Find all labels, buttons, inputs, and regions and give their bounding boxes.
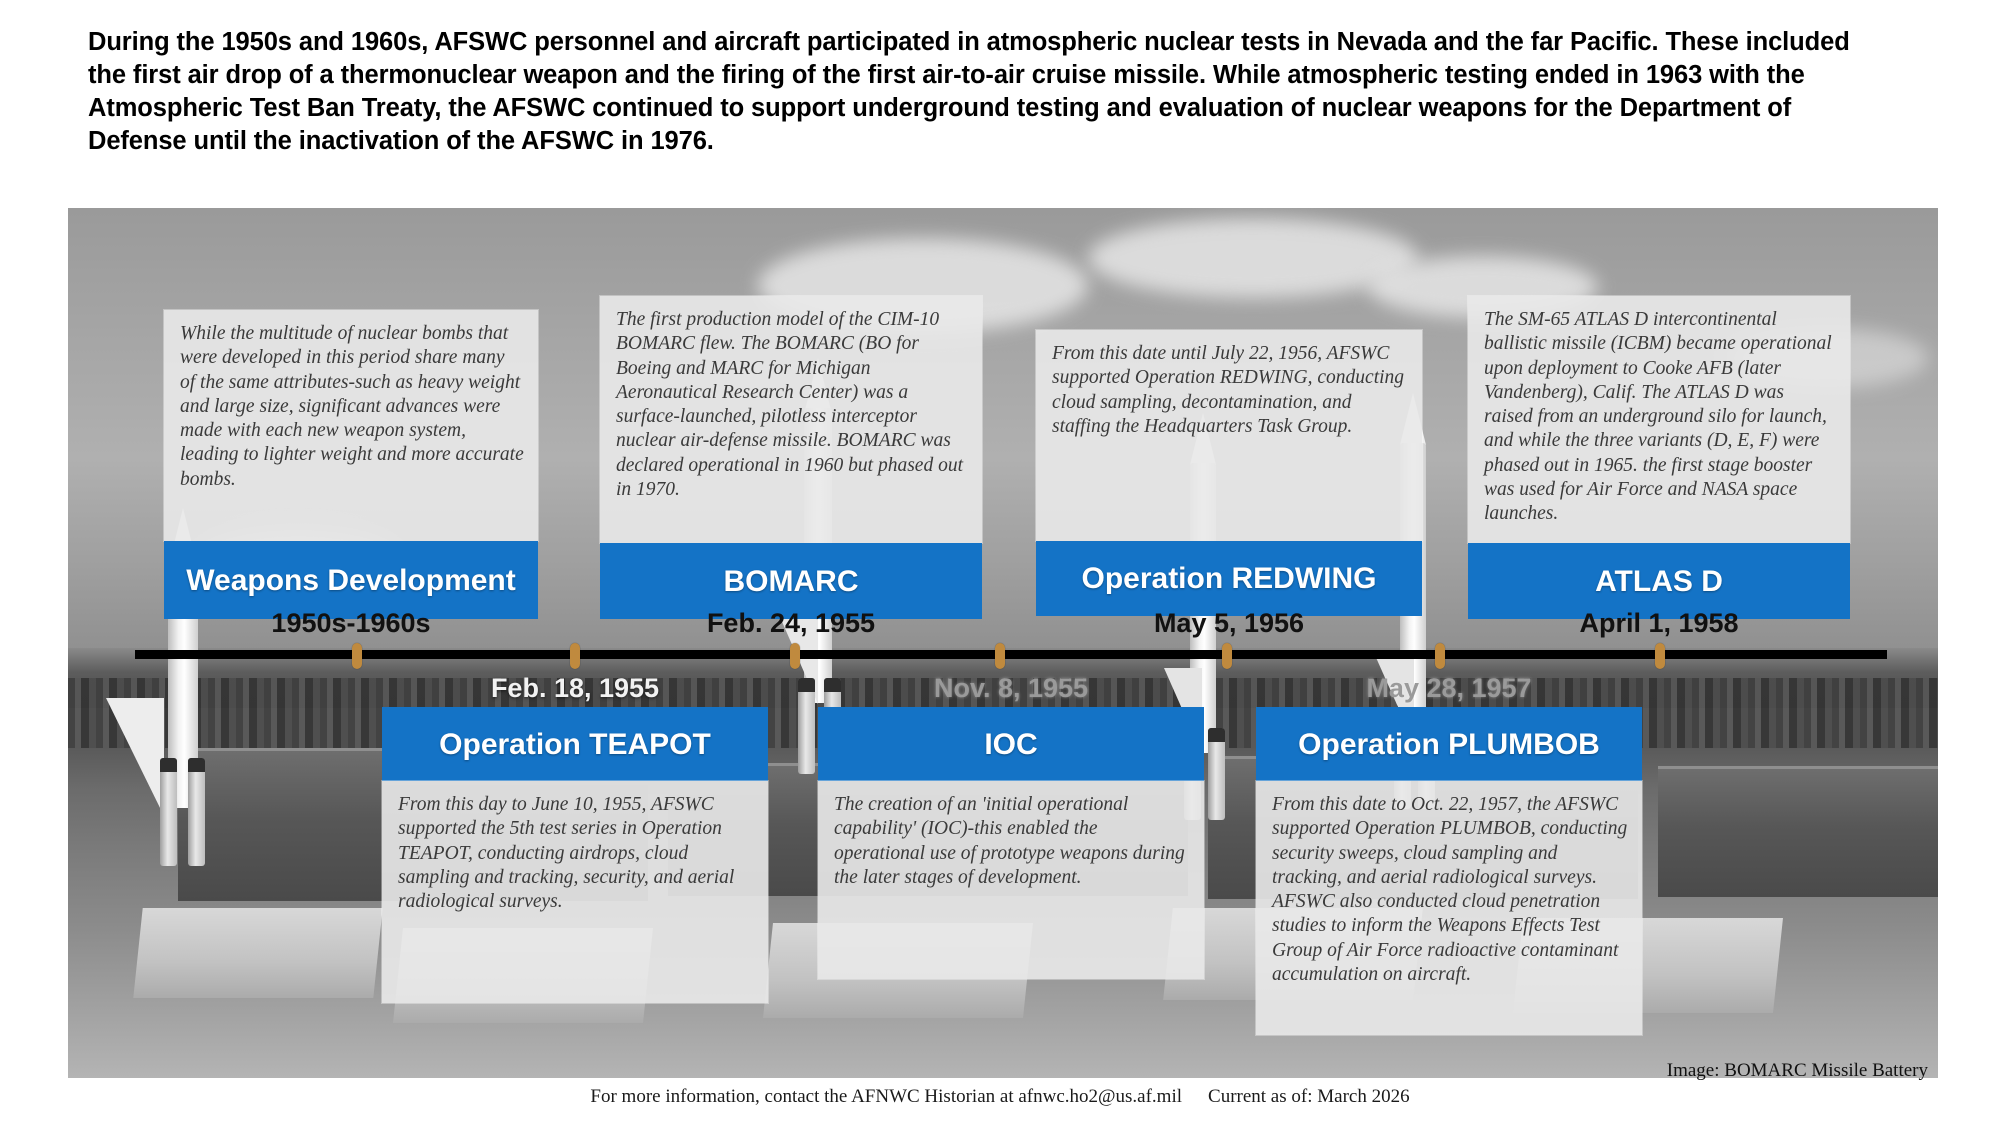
- card-note: While the multitude of nuclear bombs that were developed in this period share many of the same attributes-such as heavy weight and large size, significant advances were made with each new weapon system, leading to lighter weight and more accurate bombs.: [164, 310, 538, 541]
- intro-paragraph: During the 1950s and 1960s, AFSWC personnel and aircraft participated in atmospheric nuclear tests in Nevada and the far Pacific. These included the first air drop of a thermonuclear weapon and the firing of the first air-to-air cruise missile. While atmospheric testing ended in 1963 with the Atmospheric Test Ban Treaty, the AFSWC continued to support underground testing and evaluation of nuclear weapons for the Department of Defense until the inactivation of the AFSWC in 1976.: [88, 28, 1850, 155]
- timeline-tick: [1435, 643, 1445, 669]
- missile-booster: [188, 758, 205, 866]
- timeline-card-operation-redwing[interactable]: [1036, 330, 1422, 616]
- card-note: The first production model of the CIM-10 BOMARC flew. The BOMARC (BO for Boeing and MARC for Michigan Aeronautical Research Center) was a surface-launched, pilotless interceptor nuclear air-defense missile. BOMARC was declared operational in 1960 but phased out in 1970.: [600, 296, 982, 543]
- booster-nozzle: [188, 758, 205, 772]
- bunker-structure: [1658, 766, 1938, 897]
- card-note: The creation of an 'initial operational capability' (IOC)-this enabled the operational use of prototype weapons during the later stages of development.: [818, 781, 1204, 979]
- card-title-bar[interactable]: Operation TEAPOT: [382, 707, 768, 781]
- footer-contact: For more information, contact the AFNWC Historian at afnwc.ho2@us.af.mil: [590, 1086, 1183, 1107]
- timeline-tick: [352, 643, 362, 669]
- card-note: From this date to Oct. 22, 1957, the AFSWC supported Operation PLUMBOB, conducting security sweeps, cloud sampling and tracking, and aerial radiological surveys. AFSWC also conducted cloud penetration studies to inform the Weapons Effects Test Group of Air Force radioactive contaminant accumulation on aircraft.: [1256, 781, 1642, 1035]
- card-title-bar[interactable]: Operation REDWING: [1036, 541, 1422, 616]
- timeline-card-operation-plumbob[interactable]: [1256, 707, 1642, 1035]
- missile-booster: [160, 758, 177, 866]
- card-date: 1950s-1960s: [271, 608, 431, 638]
- missile-fin: [106, 698, 164, 816]
- card-title-bar[interactable]: ATLAS D: [1468, 543, 1850, 619]
- timeline-card-bomarc[interactable]: [600, 296, 982, 619]
- card-title-bar[interactable]: IOC: [818, 707, 1204, 781]
- footer-bar: [0, 1086, 2000, 1108]
- card-date: May 5, 1956: [1153, 608, 1305, 638]
- card-date: April 1, 1958: [1579, 608, 1739, 638]
- card-date: May 28, 1957: [1366, 673, 1532, 703]
- timeline-tick: [570, 643, 580, 669]
- timeline-card-operation-teapot[interactable]: [382, 707, 768, 1003]
- missile-booster: [798, 678, 815, 774]
- card-title-bar[interactable]: Operation PLUMBOB: [1256, 707, 1642, 781]
- missile-booster: [1208, 728, 1225, 820]
- timeline-tick: [790, 643, 800, 669]
- card-title-bar[interactable]: Weapons Development: [164, 541, 538, 619]
- footer-currency: Current as of: March 2026: [1208, 1086, 1410, 1107]
- timeline-card-weapons-development[interactable]: [164, 310, 538, 619]
- booster-nozzle: [160, 758, 177, 772]
- timeline-axis: [135, 650, 1887, 659]
- image-credit: Image: BOMARC Missile Battery: [1666, 1060, 1928, 1081]
- card-date: Nov. 8, 1955: [933, 673, 1089, 703]
- timeline-card-atlas-d[interactable]: [1468, 296, 1850, 619]
- timeline-card-ioc[interactable]: [818, 707, 1204, 979]
- card-date: Feb. 18, 1955: [490, 673, 660, 703]
- card-note: From this date until July 22, 1956, AFSWC supported Operation REDWING, conducting cloud sampling, decontamination, and staffing the Headquarters Task Group.: [1036, 330, 1422, 541]
- card-note: From this day to June 10, 1955, AFSWC supported the 5th test series in Operation TEAPOT, conducting airdrops, cloud sampling and tracking, security, and aerial radiological surveys.: [382, 781, 768, 1003]
- card-note: The SM-65 ATLAS D intercontinental ballistic missile (ICBM) became operational upon deployment to Cooke AFB (later Vandenberg), Calif. The ATLAS D was raised from an underground silo for launch, and while the three variants (D, E, F) were phased out in 1965. the first stage booster was used for Air Force and NASA space launches.: [1468, 296, 1850, 543]
- card-title-bar[interactable]: BOMARC: [600, 543, 982, 619]
- card-date: Feb. 24, 1955: [706, 608, 876, 638]
- timeline-tick: [995, 643, 1005, 669]
- booster-nozzle: [1208, 728, 1225, 742]
- timeline-tick: [1222, 643, 1232, 669]
- launch-pad: [133, 908, 382, 998]
- timeline-tick: [1655, 643, 1665, 669]
- booster-nozzle: [798, 678, 815, 692]
